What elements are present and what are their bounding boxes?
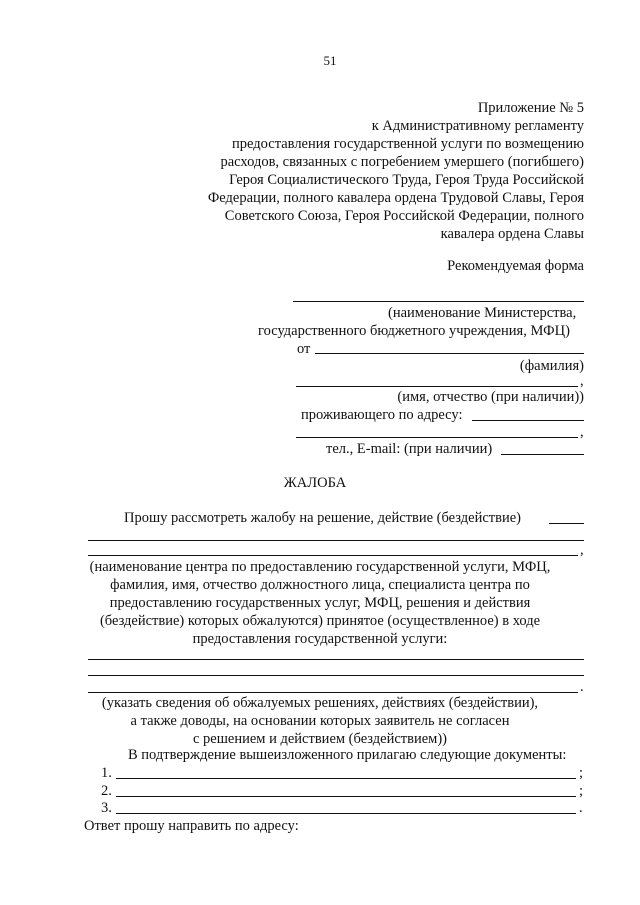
ministry-caption: государственного бюджетного учреждения, МФЦ) bbox=[258, 323, 570, 339]
period: . bbox=[580, 679, 584, 695]
comma: , bbox=[580, 424, 584, 440]
body-blank-line bbox=[88, 555, 578, 556]
attachment-blank-line bbox=[116, 813, 576, 814]
comma: , bbox=[580, 542, 584, 558]
reply-address-label: Ответ прошу направить по адресу: bbox=[84, 818, 299, 834]
request-text: Прошу рассмотреть жалобу на решение, действие (бездействие) bbox=[124, 510, 521, 526]
appendix-line: кавалера ордена Славы bbox=[440, 226, 584, 242]
attachment-number: 1. bbox=[101, 765, 112, 781]
contact-label: тел., E-mail: (при наличии) bbox=[326, 441, 493, 457]
appendix-line: Советского Союза, Героя Российской Федерации, полного bbox=[224, 208, 584, 224]
attachment-number: 3. bbox=[101, 800, 112, 816]
from-label: от bbox=[297, 341, 311, 357]
attachment-end: ; bbox=[579, 783, 584, 799]
attachment-end: . bbox=[579, 800, 583, 816]
address-blank-line-2 bbox=[296, 437, 578, 438]
name-blank-line bbox=[296, 386, 578, 387]
address-blank-line bbox=[472, 420, 584, 421]
appendix-line: Федерации, полного кавалера ордена Трудовой Славы, Героя bbox=[207, 190, 584, 206]
attachment-end: ; bbox=[579, 765, 584, 781]
details-caption: а также доводы, на основании которых заявитель не согласен bbox=[130, 713, 510, 729]
appendix-line: расходов, связанных с погребением умершего (погибшего) bbox=[220, 154, 584, 170]
details-caption: с решением и действием (бездействием)) bbox=[193, 731, 447, 747]
attachments-intro: В подтверждение вышеизложенного прилагаю следующие документы: bbox=[128, 747, 567, 763]
center-caption: предоставления государственной услуги: bbox=[192, 631, 448, 647]
details-blank-line bbox=[88, 692, 578, 693]
surname-blank-line bbox=[315, 353, 584, 354]
details-caption: (указать сведения об обжалуемых решениях, действиях (бездействии), bbox=[101, 695, 539, 711]
details-blank-line bbox=[88, 675, 584, 676]
appendix-line: предоставления государственной услуги по возмещению bbox=[232, 136, 584, 152]
appendix-line: к Административному регламенту bbox=[371, 118, 584, 134]
center-caption: (бездействие) которых обжалуются) принятое (осуществленное) в ходе bbox=[99, 613, 541, 629]
center-caption: фамилия, имя, отчество должностного лица, специалиста центра по bbox=[110, 577, 530, 593]
ministry-blank-line bbox=[293, 301, 584, 302]
request-blank-line bbox=[549, 523, 584, 524]
attachment-blank-line bbox=[116, 796, 576, 797]
appendix-line: Героя Социалистического Труда, Героя Труда Российской bbox=[229, 172, 584, 188]
complaint-title: ЖАЛОБА bbox=[283, 475, 347, 491]
page-number: 51 bbox=[323, 53, 337, 68]
residing-label: проживающего по адресу: bbox=[301, 407, 463, 423]
center-caption: (наименование центра по предоставлению государственной услуги, МФЦ, bbox=[89, 559, 551, 575]
comma: , bbox=[580, 373, 584, 389]
details-blank-line bbox=[88, 659, 584, 660]
attachment-blank-line bbox=[116, 778, 576, 779]
appendix-line: Приложение № 5 bbox=[477, 100, 584, 116]
name-caption: (имя, отчество (при наличии)) bbox=[397, 389, 584, 405]
contact-blank-line bbox=[501, 454, 584, 455]
recommended-form-label: Рекомендуемая форма bbox=[447, 258, 584, 274]
attachment-number: 2. bbox=[101, 783, 112, 799]
body-blank-line bbox=[88, 540, 584, 541]
ministry-caption: (наименование Министерства, bbox=[388, 305, 577, 321]
center-caption: предоставлению государственных услуг, МФЦ, решения и действия bbox=[109, 595, 531, 611]
surname-caption: (фамилия) bbox=[519, 358, 584, 374]
